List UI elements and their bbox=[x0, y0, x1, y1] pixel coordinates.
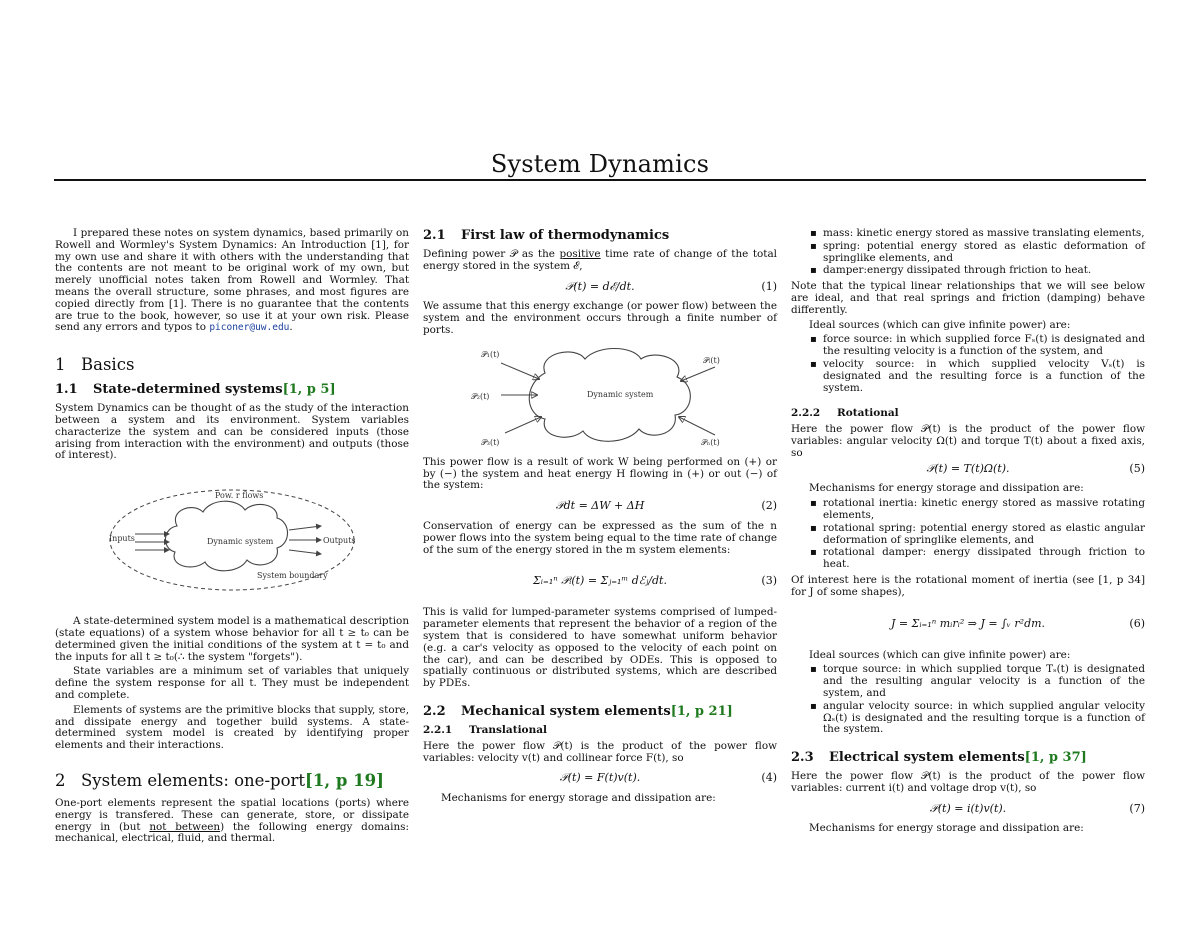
elements-paragraph: Elements of systems are the primitive blocks that supply, store, and dissipate energy and together build systems. A state-determined system model is created by identifying proper elements and their interactions. bbox=[55, 703, 409, 752]
fig-outputs-label: Outputs bbox=[323, 536, 356, 546]
translational-paragraph: Here the power flow 𝒫(t) is the product of the power flow variables: velocity v(t) and collinear force F(t), so bbox=[423, 739, 777, 764]
section-number: 2.2.1 bbox=[423, 723, 453, 736]
equation-body: 𝒫(t) = F(t)v(t). bbox=[559, 771, 641, 785]
section-2-2-2-heading bbox=[791, 408, 1145, 420]
section-title: First law of thermodynamics bbox=[461, 228, 670, 243]
section-title: Rotational bbox=[837, 407, 899, 420]
equation-4 bbox=[423, 772, 777, 784]
equation-5 bbox=[791, 463, 1145, 475]
ports-figure bbox=[465, 343, 735, 451]
equation-body: Σᵢ₌₁ⁿ 𝒫ᵢ(t) = Σⱼ₌₁ᵐ dℰⱼ/dt. bbox=[533, 574, 667, 588]
sec-2-paragraph bbox=[55, 798, 409, 845]
equation-number: (2) bbox=[761, 499, 777, 513]
ideal-sources-intro: Ideal sources (which can give infinite power) are: bbox=[809, 648, 1071, 661]
list-item: ▪ velocity source: in which supplied velocity Vₛ(t) is designated and the resulting force is a function of the system. bbox=[823, 359, 1145, 394]
equation-number: (4) bbox=[761, 771, 777, 785]
intro-text: I prepared these notes on system dynamics, based primarily on Rowell and Wormley's System Dynamics: An Introduction [1], for my own use and share it with others with the understanding that the contents are not meant to be original work of my own, but merely unofficial notes taken from Rowell and Wormley. That means the overall structure, some phrases, and most figures are copied directly from [1]. There is no guarantee that the contents are true to the book, however, so use it at your own risk. Please send any errors and typos to bbox=[55, 227, 409, 334]
equation-body: 𝒫(t) = T(t)Ω(t). bbox=[926, 461, 1010, 475]
dynamic-system-figure bbox=[107, 486, 357, 594]
citation-link[interactable]: [1, p 5] bbox=[282, 382, 336, 398]
citation-link[interactable]: [1, p 19] bbox=[305, 770, 384, 790]
list-item: ▪ angular velocity source: in which supplied angular velocity Ωₛ(t) is designated and the resulting torque is a function of the system. bbox=[823, 701, 1145, 736]
mechanisms-paragraph: Mechanisms for energy storage and dissipation are: bbox=[809, 482, 1084, 495]
section-2-heading bbox=[55, 772, 409, 790]
list-item: ▪ rotational spring: potential energy stored as elastic angular deformation of springlike elements, and bbox=[823, 523, 1145, 547]
section-title: Mechanical system elements bbox=[461, 703, 671, 719]
mechanisms-paragraph: Mechanisms for energy storage and dissipation are: bbox=[809, 822, 1084, 835]
list-item: ▪ rotational inertia: kinetic energy stored as massive rotating elements, bbox=[823, 498, 1145, 522]
power-definition-paragraph bbox=[423, 249, 777, 273]
equation-body: 𝒫(t) = i(t)v(t). bbox=[929, 801, 1007, 815]
system-cloud-shape bbox=[165, 501, 287, 571]
inertia-paragraph: Of interest here is the rotational moment of inertia (see [1, p 34] for J of some shapes), bbox=[791, 573, 1145, 598]
ideal-note-paragraph: Note that the typical linear relationships that we will see below are ideal, and that real springs and friction (damping) behave differently. bbox=[791, 280, 1145, 316]
list-item: ▪ damper:energy dissipated through friction to heat. bbox=[823, 265, 1145, 277]
section-2-3-heading bbox=[791, 750, 1145, 765]
fig-p2-label: 𝒫₂(t) bbox=[471, 391, 490, 401]
definition-text-end: time rate of change of the total energy stored in the system ℰ, bbox=[423, 248, 777, 272]
equation-6 bbox=[791, 607, 1145, 641]
definition-text: Defining power 𝒫 as the bbox=[423, 248, 555, 260]
mechanisms-paragraph: Mechanisms for energy storage and dissipation are: bbox=[441, 792, 716, 805]
rotational-sources-list bbox=[791, 664, 1145, 736]
lumped-paragraph: This is valid for lumped-parameter systems comprised of lumped-parameter elements that represent the behavior of a region of the system that is considered to have somewhat uniform behavior (e.g. a car's velocity as opposed to the velocity of each point on the car), and can be described by ODEs. This is opposed to spatially continuous or distributed systems, which are described by PDEs. bbox=[423, 606, 777, 690]
list-item: ▪ rotational damper: energy dissipated through friction to heat. bbox=[823, 547, 1145, 571]
section-title: System elements: one-port bbox=[81, 770, 306, 790]
equation-number: (6) bbox=[1129, 616, 1145, 630]
equation-3 bbox=[423, 564, 777, 598]
state-vars-paragraph: State variables are a minimum set of variables that uniquely define the system response for all t. They must be independent and complete. bbox=[55, 665, 409, 701]
list-item: ▪ mass: kinetic energy stored as massive translating elements, bbox=[823, 228, 1145, 240]
list-item: ▪ force source: in which supplied force Fₛ(t) is designated and the resulting velocity is a function of the system, and bbox=[823, 334, 1145, 358]
section-title: Electrical system elements bbox=[829, 750, 1025, 766]
title-rule bbox=[54, 179, 1146, 181]
underlined-text: not between bbox=[149, 820, 221, 833]
citation-link[interactable]: [1, p 21] bbox=[670, 703, 733, 719]
fig-power-flows-label: Pow. r flows bbox=[215, 491, 264, 501]
section-2-2-1-heading bbox=[423, 725, 777, 737]
email-link[interactable]: piconer@uw.edu bbox=[209, 322, 290, 334]
state-model-paragraph: A state-determined system model is a mathematical description (state equations) of a system whose behavior for all t ≥ t₀ can be determined given the initial conditions of the system at t = t₀ and the inputs for all t ≥ t₀(∴ the system "forgets"). bbox=[55, 615, 410, 663]
equation-number: (5) bbox=[1129, 461, 1145, 475]
fig-pi-label: 𝒫ᵢ(t) bbox=[703, 355, 720, 365]
rotational-mechanisms-list bbox=[791, 498, 1145, 571]
translational-mechanisms-list bbox=[791, 228, 1145, 277]
fig-p3-label: 𝒫₃(t) bbox=[481, 437, 500, 447]
equation-7 bbox=[791, 803, 1145, 815]
equation-body: J = Σᵢ₌₁ⁿ mᵢrᵢ² ⇒ J = ∫ᵥ r²dm. bbox=[890, 616, 1046, 630]
section-2-1-heading bbox=[423, 228, 777, 243]
fig-system-label: Dynamic system bbox=[587, 389, 654, 399]
fig-pn-label: 𝒫ₙ(t) bbox=[701, 437, 720, 447]
translational-sources-list bbox=[791, 334, 1145, 394]
section-number: 1.1 bbox=[55, 382, 78, 398]
underlined-text: positive bbox=[559, 248, 601, 260]
equation-2 bbox=[423, 500, 777, 512]
list-item: ▪ torque source: in which supplied torque Tₛ(t) is designated and the resulting angular velocity is a function of the system, and bbox=[823, 664, 1145, 699]
rotational-paragraph: Here the power flow 𝒫(t) is the product of the power flow variables: angular velocity Ω(t) and torque T(t) about a fixed axis, so bbox=[791, 423, 1145, 459]
sec-2-text-end: ) the following energy domains: mechanical, electrical, fluid, and thermal. bbox=[55, 820, 409, 845]
section-number: 2.2.2 bbox=[791, 407, 821, 420]
ideal-sources-intro: Ideal sources (which can give infinite power) are: bbox=[809, 318, 1071, 331]
equation-number: (7) bbox=[1129, 801, 1145, 815]
column-2 bbox=[423, 228, 777, 808]
equation-number: (3) bbox=[761, 574, 777, 588]
work-paragraph: This power flow is a result of work W being performed on (+) or by (−) the system and heat energy H flowing in (+) or out (−) of the system: bbox=[423, 455, 777, 492]
page-title: System Dynamics bbox=[490, 150, 710, 178]
fig-inputs-label: Inputs bbox=[109, 534, 135, 544]
citation-link[interactable]: [1, p 37] bbox=[1024, 750, 1087, 766]
equation-body: 𝒫dt = ΔW + ΔH bbox=[555, 499, 645, 513]
section-title: State-determined systems bbox=[93, 382, 283, 398]
equation-body: 𝒫(t) = dℰ/dt. bbox=[565, 279, 635, 293]
section-number: 2 bbox=[55, 770, 66, 790]
intro-paragraph: I prepared these notes on system dynamics, based primarily on Rowell and Wormley's System Dynamics: An Introduction [1], for my own use and share it with others with the understanding that the contents are not meant to be original work of my own, but merely unofficial notes taken from Rowell and Wormley. That means the overall structure, some phrases, and most figures are copied directly from [1]. There is no guarantee that the contents are true to the book, however, so use it at your own risk. Please send any errors and typos to piconer@uw.edu. bbox=[55, 227, 409, 334]
section-number: 1 bbox=[55, 355, 66, 375]
section-number: 2.3 bbox=[791, 750, 814, 766]
conservation-paragraph: Conservation of energy can be expressed as the sum of the n power flows into the system being equal to the time rate of change of the sum of the energy stored in the m system elements: bbox=[423, 519, 777, 556]
fig-p1-label: 𝒫₁(t) bbox=[481, 349, 500, 359]
section-1-heading bbox=[55, 356, 409, 374]
section-title: Translational bbox=[469, 723, 547, 736]
fig-system-label: Dynamic system bbox=[207, 537, 274, 547]
section-number: 2.1 bbox=[423, 228, 446, 243]
sec-2-text: One-port elements represent the spatial locations (ports) where energy is transfered. These can generate, store, or dissipate energy in (but bbox=[55, 796, 409, 833]
column-3 bbox=[791, 228, 1145, 838]
column-1 bbox=[55, 228, 409, 848]
section-1-1-heading bbox=[55, 382, 409, 397]
equation-number: (1) bbox=[761, 279, 777, 293]
section-2-2-heading bbox=[423, 704, 777, 719]
electrical-paragraph: Here the power flow 𝒫(t) is the product of the power flow variables: current i(t) and voltage drop v(t), so bbox=[791, 770, 1145, 794]
exchange-paragraph: We assume that this energy exchange (or power flow) between the system and the environment occurs through a finite number of ports. bbox=[423, 300, 777, 336]
list-item: ▪ spring: potential energy stored as elastic deformation of springlike elements, and bbox=[823, 241, 1145, 265]
equation-1 bbox=[423, 281, 777, 293]
section-title: Basics bbox=[81, 355, 135, 375]
fig-boundary-label: System boundary bbox=[257, 571, 328, 581]
sec-1-1-paragraph: System Dynamics can be thought of as the study of the interaction between a system and its environment. System variables characterize the system and can be considered inputs (those arising from interaction with the environment) and outputs (those of interest). bbox=[55, 402, 409, 462]
section-number: 2.2 bbox=[423, 703, 446, 719]
